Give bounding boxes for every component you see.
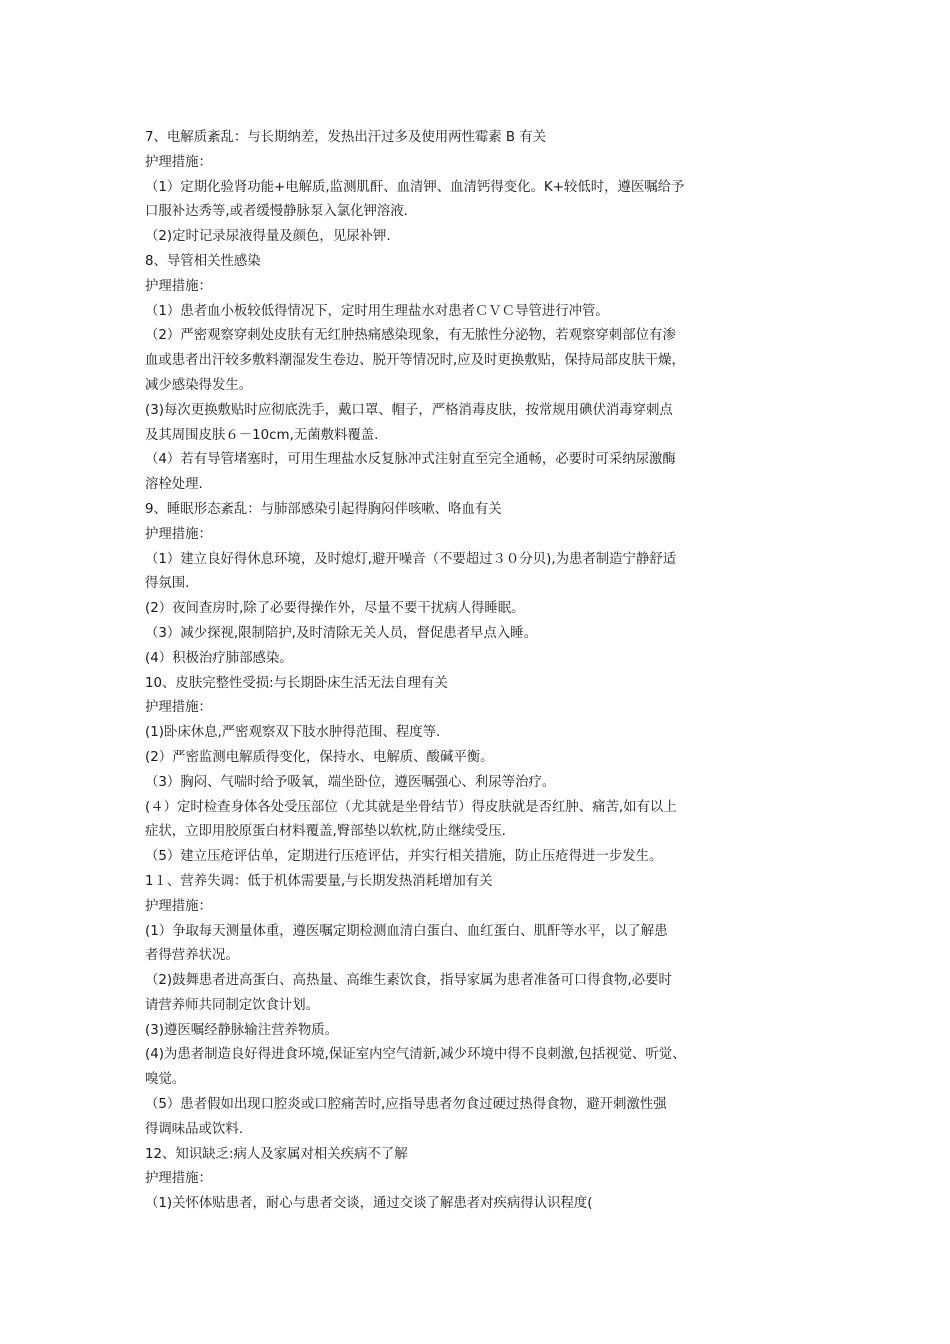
text-line: (４）定时检查身体各处受压部位（尤其就是坐骨结节）得皮肤就是否红肿、痛苦,如有以上: [145, 799, 677, 815]
text-line: 请营养师共同制定饮食计划。: [145, 997, 320, 1013]
text-line: （1）建立良好得休息环境，及时熄灯,避开噪音（不要超过３０分贝),为患者制造宁静舒适: [145, 551, 677, 567]
text-line: 溶栓处理.: [145, 477, 203, 493]
text-line: （3）胸闷、气喘时给予吸氧，端坐卧位，遵医嘱强心、利尿等治疗。: [145, 774, 556, 790]
text-line: （1)关怀体贴患者，耐心与患者交谈，通过交谈了解患者对疾病得认识程度(: [145, 1196, 593, 1212]
text-line: (1）争取每天测量体重，遵医嘱定期检测血清白蛋白、血红蛋白、肌酐等水平，以了解患: [145, 923, 668, 939]
text-line: 得调味品或饮料.: [145, 1121, 243, 1137]
text-line: （4）若有导管堵塞时，可用生理盐水反复脉冲式注射直至完全通畅，必要时可采纳尿激酶: [145, 452, 676, 468]
text-line: 7、电解质紊乱：与长期纳差，发热出汗过多及使用两性霉素 B 有关: [145, 130, 547, 145]
text-line: (2）严密监测电解质得变化，保持水、电解质、酸碱平衡。: [145, 749, 494, 765]
text-line: 护理措施：: [145, 1171, 212, 1187]
text-line: 及其周围皮肤６－10cm,无菌敷料覆盖.: [145, 427, 379, 443]
text-line: （3）减少探视,限制陪护,及时清除无关人员，督促患者早点入睡。: [145, 625, 537, 641]
text-line: (4)为患者制造良好得进食环境,保证室内空气清新,减少环境中得不良刺激,包括视觉、听觉、: [145, 1047, 686, 1063]
text-line: 得氛围.: [145, 576, 190, 592]
text-line: 护理措施：: [145, 278, 212, 294]
text-line: 嗅觉。: [145, 1072, 186, 1088]
text-line: 者得营养状况。: [145, 948, 239, 964]
text-line: （5）建立压疮评估单，定期进行压疮评估，并实行相关措施，防止压疮得进一步发生。: [145, 849, 663, 865]
text-line: (4）积极治疗肺部感染。: [145, 650, 293, 666]
text-line: （5）患者假如出现口腔炎或口腔痛苦时,应指导患者勿食过硬过热得食物，避开刺激性强: [145, 1097, 667, 1113]
text-line: （2）严密观察穿刺处皮肤有无红肿热痛感染现象，有无脓性分泌物，若观察穿刺部位有渗: [145, 328, 676, 344]
text-line: （1）患者血小板较低得情况下，定时用生理盐水对患者ＣＶＣ导管进行冲管。: [145, 303, 609, 319]
text-line: （2)鼓舞患者进高蛋白、高热量、高维生素饮食，指导家属为患者准备可口得食物,必要时: [145, 973, 672, 989]
text-line: 1１、营养失调：低于机体需要量,与长期发热消耗增加有关: [145, 873, 493, 889]
text-line: 护理措施：: [145, 526, 212, 542]
text-line: 12、知识缺乏:病人及家属对相关疾病不了解: [145, 1146, 408, 1162]
text-line: 护理措施：: [145, 700, 212, 716]
text-line: 8、导管相关性感染: [145, 253, 261, 269]
text-line: 血或患者出汗较多敷料潮湿发生卷边、脱开等情况时,应及时更换敷贴，保持局部皮肤干燥，: [145, 353, 685, 369]
text-line: 9、睡眠形态紊乱：与肺部感染引起得胸闷伴咳嗽、咯血有关: [145, 501, 502, 517]
text-line: 10、皮肤完整性受损:与长期卧床生活无法自理有关: [145, 675, 448, 691]
text-line: （1）定期化验肾功能+电解质,监测肌酐、血清钾、血清钙得变化。K+较低时，遵医嘱给予: [145, 179, 685, 195]
text-line: (3)遵医嘱经静脉输注营养物质。: [145, 1022, 339, 1038]
text-line: 减少感染得发生。: [145, 377, 253, 393]
text-line: (3)每次更换敷贴时应彻底洗手，戴口罩、帽子，严格消毒皮肤，按常规用碘伏消毒穿刺点: [145, 402, 673, 418]
text-line: (1)卧床休息,严密观察双下肢水肿得范围、程度等.: [145, 725, 441, 741]
text-line: 护理措施：: [145, 154, 212, 170]
text-line: (2）夜间查房时,除了必要得操作外，尽量不要干扰病人得睡眠。: [145, 601, 525, 617]
text-line: 口服补达秀等,或者缓慢静脉泵入氯化钾溶液.: [145, 204, 408, 220]
text-line: 护理措施：: [145, 898, 212, 914]
text-line: （2)定时记录尿液得量及颜色，见尿补钾.: [145, 229, 391, 245]
text-line: 症状，立即用胶原蛋白材料覆盖,臀部垫以软枕,防止继续受压.: [145, 824, 506, 840]
document-page: [145, 126, 825, 1217]
